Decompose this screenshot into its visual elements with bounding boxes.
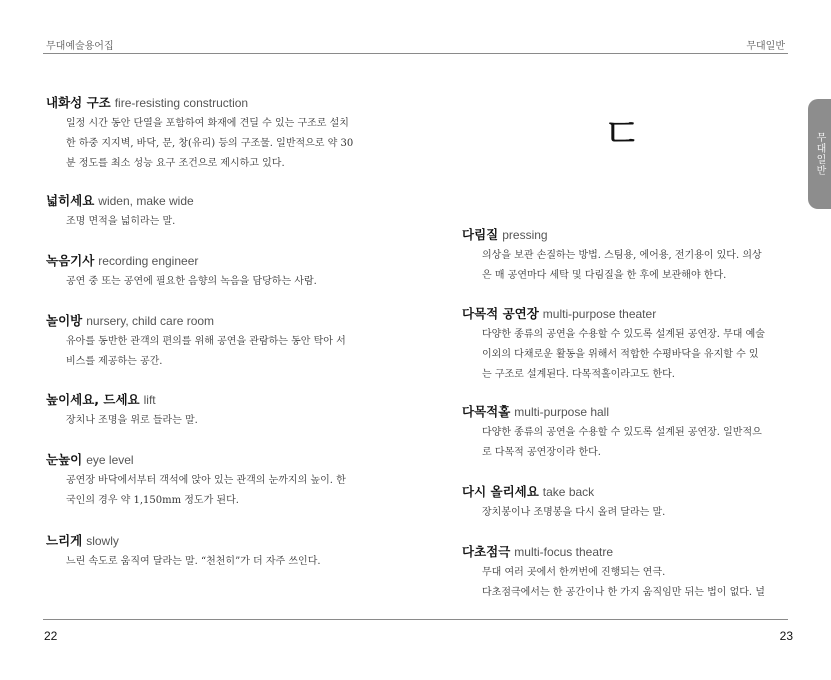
entry-term [462, 543, 792, 561]
term-korean: 눈높이 [46, 452, 83, 467]
entry [46, 451, 376, 511]
term-english: pressing [502, 228, 548, 242]
term-english: multi-purpose hall [514, 405, 610, 419]
term-english: take back [542, 485, 595, 499]
definition-line: 한 하중 지지벽, 바닥, 문, 창(유리) 등의 구조물. 일반적으로 약 30 [66, 138, 354, 149]
entry-definition [46, 272, 376, 292]
entry [462, 226, 792, 286]
entry [462, 483, 792, 523]
term-english: lift [143, 393, 156, 407]
definition-line: 다초점극에서는 한 공간이나 한 가지 움직임만 뒤는 법이 없다. 널 [482, 587, 765, 598]
entry-term [462, 305, 792, 323]
entry-definition [46, 332, 376, 372]
term-korean: 다목적 공연장 [462, 306, 539, 321]
entry-definition [462, 246, 792, 286]
definition-line: 의상을 보관 손질하는 방법. 스팀용, 에어용, 전기용이 있다. 의상 [482, 250, 762, 261]
entry-term [46, 94, 376, 112]
entry-term [46, 312, 376, 330]
footer-rule [43, 619, 788, 620]
term-english: widen, make wide [98, 194, 194, 208]
definition-line: 다양한 종류의 공연을 수용할 수 있도록 설계된 공연장. 무대 예술 [482, 329, 765, 340]
definition-line: 장치나 조명을 위로 들라는 말. [66, 415, 198, 426]
term-korean: 다목적홀 [462, 404, 511, 419]
header-rule [43, 53, 788, 54]
entry-term [46, 252, 376, 270]
definition-line: 비스를 제공하는 공간. [66, 356, 163, 367]
definition-line: 공연 중 또는 공연에 필요한 음향의 녹음을 담당하는 사람. [66, 276, 317, 287]
term-korean: 높이세요, 드세요 [46, 392, 140, 407]
entry-term [462, 226, 792, 244]
running-header-left: 무대예술용어집 [46, 41, 114, 52]
definition-line: 조명 면적을 넓히라는 말. [66, 216, 176, 227]
entry-definition [46, 212, 376, 232]
definition-line: 일정 시간 동안 단열을 포함하여 화재에 견딜 수 있는 구조로 설치 [66, 118, 349, 129]
entry-term [46, 451, 376, 469]
definition-line: 분 정도를 최소 성능 요구 조건으로 제시하고 있다. [66, 158, 285, 169]
entry-term [46, 391, 376, 409]
entry-term [462, 483, 792, 501]
page-number-left: 22 [44, 629, 58, 643]
entry-term [462, 403, 792, 421]
term-english: eye level [86, 453, 134, 467]
entry-definition [462, 503, 792, 523]
entry [46, 94, 376, 174]
entry-definition [46, 552, 376, 572]
definition-line: 는 구조로 설계된다. 다목적홀이라고도 한다. [482, 369, 675, 380]
term-korean: 내화성 구조 [46, 95, 111, 110]
definition-line: 무대 여러 곳에서 한꺼번에 진행되는 연극. [482, 567, 666, 578]
entry-definition [462, 325, 792, 385]
entry-definition [462, 563, 792, 603]
entry [462, 305, 792, 385]
side-index-tab-label: 무대일반 [814, 132, 825, 176]
entry [46, 312, 376, 372]
term-korean: 다림질 [462, 227, 499, 242]
side-index-tab[interactable] [808, 99, 831, 209]
term-korean: 놀이방 [46, 313, 83, 328]
entry [46, 532, 376, 572]
entry [46, 391, 376, 431]
entry [462, 403, 792, 463]
definition-line: 은 매 공연마다 세탁 및 다림질을 한 후에 보관해야 한다. [482, 270, 727, 281]
term-english: multi-purpose theater [542, 307, 657, 321]
page-number-right: 23 [779, 629, 793, 643]
definition-line: 느린 속도로 움직여 달라는 말. “천천히”가 더 자주 쓰인다. [66, 556, 321, 567]
term-korean: 느리게 [46, 533, 83, 548]
definition-line: 장치봉이나 조명봉을 다시 올려 달라는 말. [482, 507, 666, 518]
running-header-right: 무대일반 [746, 41, 785, 52]
term-english: slowly [86, 534, 119, 548]
definition-line: 국인의 경우 약 1,150mm 정도가 된다. [66, 495, 239, 506]
term-korean: 녹음기사 [46, 253, 95, 268]
entry [46, 192, 376, 232]
term-english: multi-focus theatre [514, 545, 614, 559]
term-korean: 다초점극 [462, 544, 511, 559]
entry-definition [46, 114, 376, 174]
definition-line: 이외의 다채로운 활동을 위해서 적합한 수평바닥을 유지할 수 있 [482, 349, 759, 360]
definition-line: 유아를 동반한 관객의 편의를 위해 공연을 관람하는 동안 탁아 서 [66, 336, 346, 347]
entry [462, 543, 792, 603]
term-english: recording engineer [98, 254, 199, 268]
entry-definition [46, 411, 376, 431]
term-english: nursery, child care room [86, 314, 215, 328]
entry-term [46, 192, 376, 210]
term-english: fire-resisting construction [114, 96, 249, 110]
definition-line: 다양한 종류의 공연을 수용할 수 있도록 설계된 공연장. 일반적으 [482, 427, 762, 438]
section-letter: ㄷ [602, 109, 643, 158]
entry [46, 252, 376, 292]
entry-term [46, 532, 376, 550]
definition-line: 공연장 바닥에서부터 객석에 앉아 있는 관객의 눈까지의 높이. 한 [66, 475, 346, 486]
term-korean: 넓히세요 [46, 193, 95, 208]
term-korean: 다시 올리세요 [462, 484, 539, 499]
entry-definition [462, 423, 792, 463]
definition-line: 로 다목적 공연장이라 한다. [482, 447, 601, 458]
entry-definition [46, 471, 376, 511]
